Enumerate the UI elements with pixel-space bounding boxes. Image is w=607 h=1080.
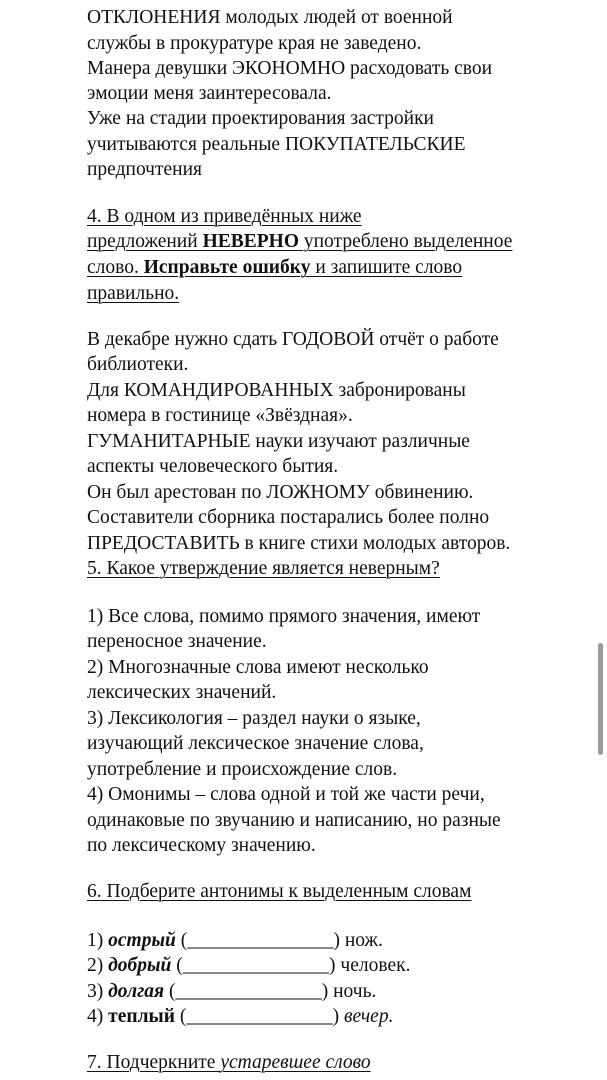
task4-heading-line <box>87 229 512 255</box>
task6-item <box>87 928 383 954</box>
highlighted-word: острый <box>108 930 176 951</box>
answer-blank: (_______________) <box>164 981 334 1002</box>
text-line: службы в прокуратуре края не заведено. <box>87 33 422 54</box>
heading-italic-text: устаревшее слово <box>220 1052 371 1073</box>
task4-sentence: Составители сборника постарались более полно <box>87 507 490 528</box>
answer-blank: (_______________) <box>175 930 345 951</box>
task6-item <box>87 979 376 1005</box>
task4-heading-line: правильно. <box>87 283 180 304</box>
task5-heading: 5. Какое утверждение является неверным? <box>87 558 440 579</box>
task6-item <box>87 1004 393 1030</box>
item-rest: ночь. <box>333 981 377 1002</box>
heading-bold-text: Исправьте ошибку <box>143 257 311 278</box>
item-rest: вечер. <box>344 1006 394 1027</box>
task4-sentence: ПРЕДОСТАВИТЬ в книге стихи молодых авторов. <box>87 533 511 554</box>
task4-sentence: Для КОМАНДИРОВАННЫХ забронированы <box>87 380 466 401</box>
item-number: 3) <box>87 981 109 1002</box>
task4-sentence: аспекты человеческого бытия. <box>87 456 339 477</box>
heading-text: и запишите слово <box>310 257 463 278</box>
task5-option-line: употребление и происхождение слов. <box>87 759 398 780</box>
answer-blank: (_______________) <box>171 955 341 976</box>
text-line: ОТКЛОНЕНИЯ молодых людей от военной <box>87 7 453 28</box>
task5-option-line: по лексическому значению. <box>87 835 316 856</box>
task5-option-line: лексических значений. <box>87 682 277 703</box>
text-line: Уже на стадии проектирования застройки <box>87 108 434 129</box>
task6-item <box>87 953 410 979</box>
item-rest: человек. <box>340 955 411 976</box>
task4-sentence: библиотеки. <box>87 354 189 375</box>
task4-sentence: номера в гостинице «Звёздная». <box>87 405 353 426</box>
item-number: 1) <box>87 930 109 951</box>
text-line: эмоции меня заинтересовала. <box>87 83 332 104</box>
heading-text: слово. <box>87 257 144 278</box>
answer-blank: (_______________) <box>175 1006 344 1027</box>
task5-option-line: 3) Лексикология – раздел науки о языке, <box>87 708 421 729</box>
task6-heading: 6. Подберите антонимы к выделенным словам <box>87 881 472 902</box>
heading-text: 7. Подчеркните <box>87 1052 221 1073</box>
text-line: Манера девушки ЭКОНОМНО расходовать свои <box>87 58 493 79</box>
task5-option-line: 2) Многозначные слова имеют несколько <box>87 657 429 678</box>
task5-option-line: одинаковые по звучанию и написанию, но разные <box>87 810 501 831</box>
task4-heading-line <box>87 255 462 281</box>
heading-text: предложений <box>87 231 203 252</box>
text-line: учитываются реальные ПОКУПАТЕЛЬСКИЕ <box>87 134 466 155</box>
task5-option-line: переносное значение. <box>87 631 267 652</box>
heading-bold-text: НЕВЕРНО <box>202 231 299 252</box>
task7-heading <box>87 1050 371 1076</box>
task5-option-line: 4) Омонимы – слова одной и той же части речи, <box>87 784 485 805</box>
highlighted-word: теплый <box>108 1006 175 1027</box>
task4-sentence: Он был арестован по ЛОЖНОМУ обвинению. <box>87 482 474 503</box>
scrollbar-thumb[interactable] <box>598 643 603 755</box>
item-number: 4) <box>87 1006 109 1027</box>
task5-option-line: изучающий лексическое значение слова, <box>87 733 424 754</box>
task4-sentence: ГУМАНИТАРНЫЕ науки изучают различные <box>87 431 470 452</box>
task5-option-line: 1) Все слова, помимо прямого значения, имеют <box>87 606 481 627</box>
item-number: 2) <box>87 955 109 976</box>
heading-text: употреблено выделенное <box>299 231 513 252</box>
highlighted-word: долгая <box>108 981 165 1002</box>
item-rest: нож. <box>344 930 383 951</box>
highlighted-word: добрый <box>108 955 172 976</box>
task4-sentence: В декабре нужно сдать ГОДОВОЙ отчёт о работе <box>87 329 499 350</box>
task4-heading-line: 4. В одном из приведённых ниже <box>87 206 362 227</box>
text-line: предпочтения <box>87 159 203 180</box>
